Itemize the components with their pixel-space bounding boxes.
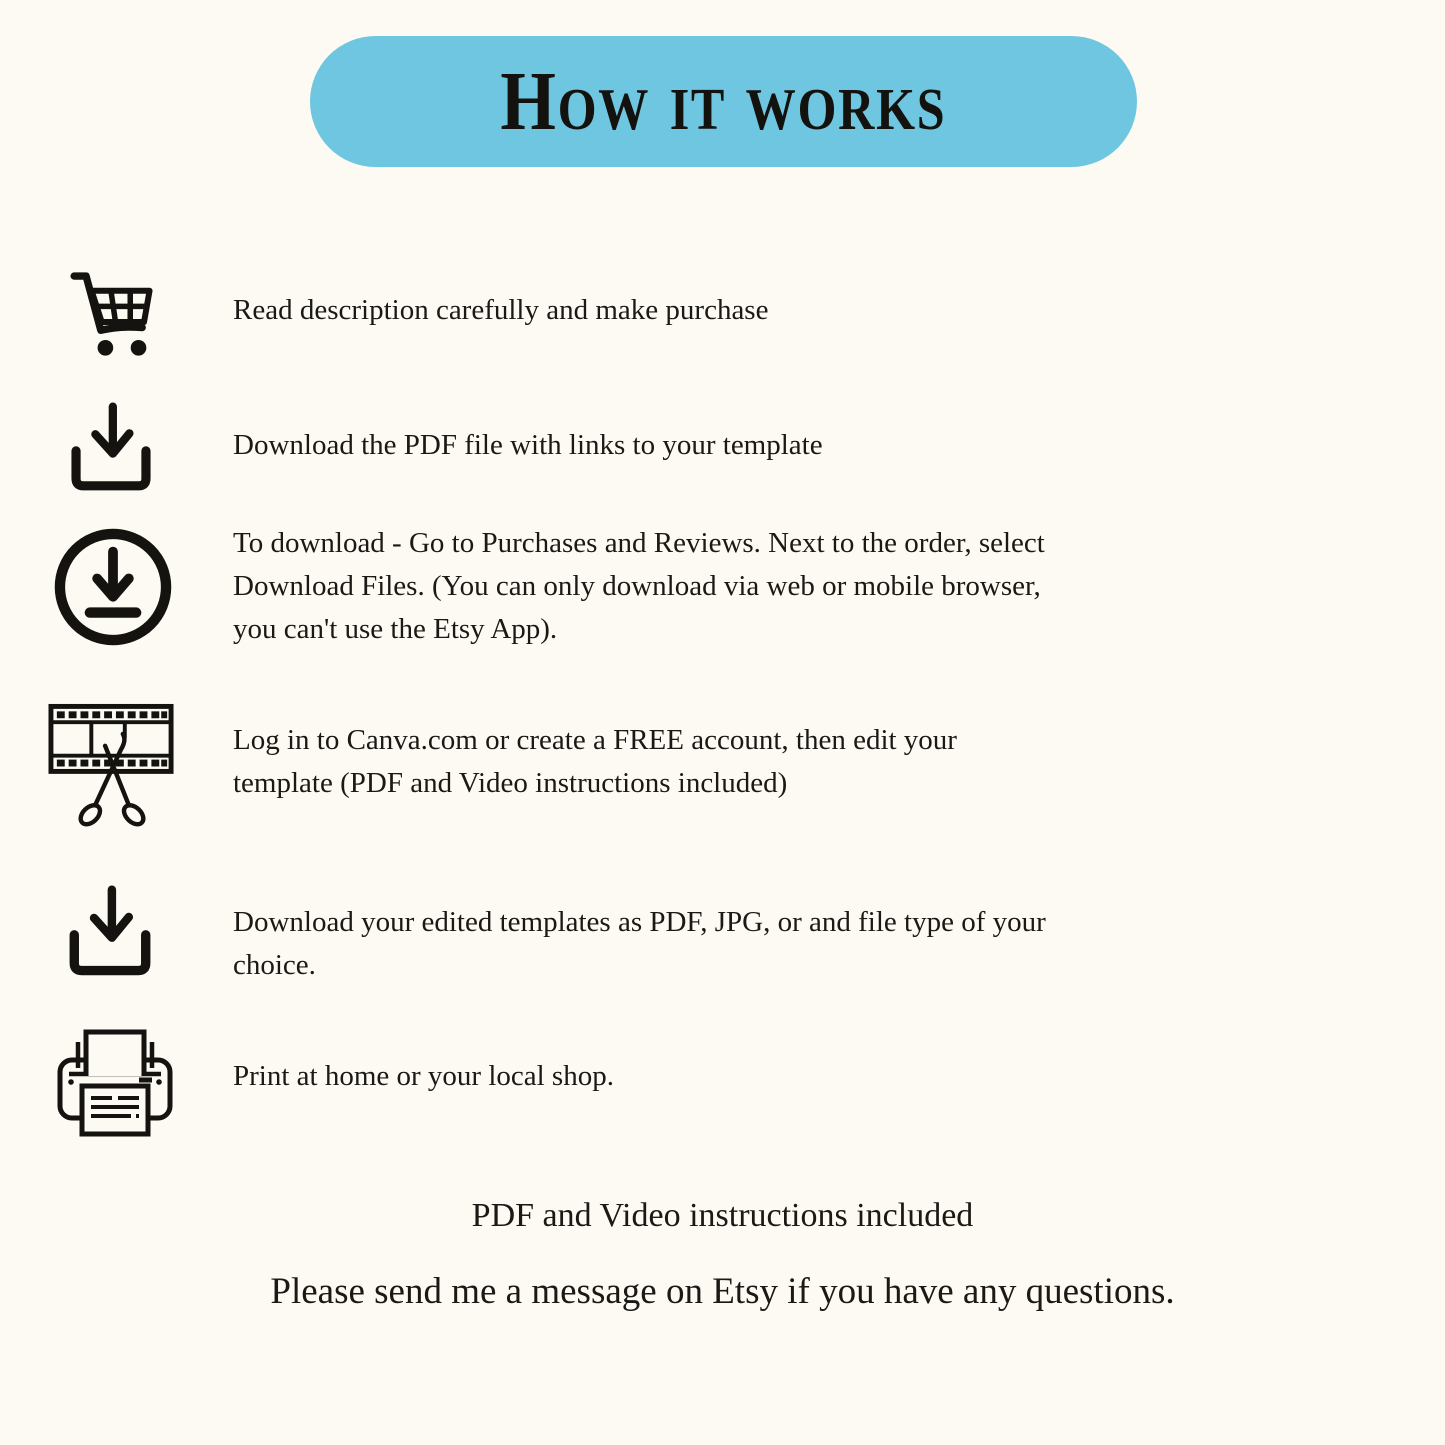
step-text-line: Download Files. (You can only download via web or mobile browser, — [233, 570, 1041, 602]
step-2-text — [233, 424, 1353, 467]
step-text-line: choice. — [233, 949, 316, 981]
step-text-line: Read description carefully and make purchase — [233, 294, 769, 326]
step-4-text — [233, 719, 1353, 805]
download-tray-icon — [63, 883, 157, 983]
step-text-line: you can't use the Etsy App). — [233, 613, 558, 645]
shopping-cart-icon — [64, 264, 156, 358]
footer-instructions-note: PDF and Video instructions included — [471, 1197, 974, 1234]
header-pill — [310, 36, 1137, 167]
download-tray-icon — [65, 400, 157, 498]
step-text-line: Download the PDF file with links to your template — [233, 429, 823, 461]
step-text-line: Log in to Canva.com or create a FREE account, then edit your — [233, 724, 957, 756]
download-circle-icon — [52, 526, 174, 648]
step-3-text — [233, 522, 1353, 651]
step-1-text — [233, 289, 1353, 332]
step-text-line: Print at home or your local shop. — [233, 1060, 614, 1092]
step-text-line: To download - Go to Purchases and Reviews. Next to the order, select — [233, 527, 1045, 559]
footer-contact-note: Please send me a message on Etsy if you have any questions. — [270, 1271, 1175, 1312]
step-text-line: Download your edited templates as PDF, JPG, or and file type of your — [233, 906, 1046, 938]
step-5-text — [233, 901, 1353, 987]
step-text-line: template (PDF and Video instructions included) — [233, 767, 788, 799]
printer-icon — [55, 1028, 175, 1140]
film-strip-scissors-icon — [48, 700, 176, 832]
step-6-text — [233, 1055, 1353, 1098]
page-title: How it works — [500, 55, 947, 148]
